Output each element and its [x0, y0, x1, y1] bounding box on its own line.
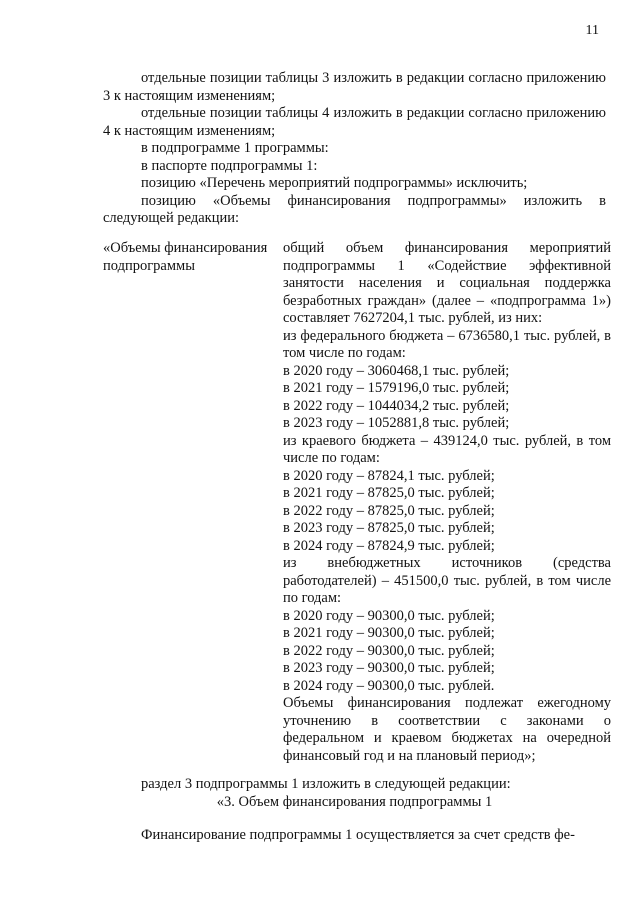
financing-line: в 2023 году – 90300,0 тыс. рублей;: [283, 660, 495, 676]
financing-line: из внебюджетных источников (средства работодателей) – 451500,0 тыс. рублей, в том числе по годам:: [283, 555, 611, 606]
intro-paragraph: в паспорте подпрограммы 1:: [141, 157, 318, 174]
intro-paragraph: позицию «Объемы финансирования подпрограммы» изложить в следующей редакции:: [103, 192, 606, 226]
financing-line: в 2022 году – 87825,0 тыс. рублей;: [283, 502, 495, 519]
financing-line: общий объем финансирования мероприятий подпрограммы 1 «Содействие эффективной занятости населения и социальная поддержка безработных граждан» (далее – «подпрограмма 1») составляет 7627204,1 тыс. рублей, из них:: [283, 240, 611, 326]
closing-paragraph: Финансирование подпрограммы 1 осуществляется за счет средств фе-: [141, 827, 575, 843]
financing-line: в 2023 году – 1052881,8 тыс. рублей;: [283, 415, 510, 431]
financing-table: [103, 240, 611, 765]
financing-line: в 2022 году – 1044034,2 тыс. рублей;: [283, 397, 510, 414]
financing-line: в 2023 году – 87825,0 тыс. рублей;: [283, 520, 495, 536]
financing-line: в 2020 году – 3060468,1 тыс. рублей;: [283, 362, 510, 379]
intro-paragraph: отдельные позиции таблицы 3 изложить в редакции согласно приложению 3 к настоящим изменениям;: [103, 70, 606, 104]
intro-paragraph: позицию «Перечень мероприятий подпрограммы» исключить;: [141, 175, 528, 191]
financing-line: в 2020 году – 87824,1 тыс. рублей;: [283, 467, 495, 484]
intro-section: [103, 70, 606, 228]
section-intro: [103, 776, 606, 811]
financing-line: в 2021 году – 1579196,0 тыс. рублей;: [283, 380, 510, 396]
section-intro-text: раздел 3 подпрограммы 1 изложить в следующей редакции:: [141, 776, 511, 792]
financing-line: в 2022 году – 90300,0 тыс. рублей;: [283, 642, 495, 659]
financing-line: в 2021 году – 90300,0 тыс. рублей;: [283, 625, 495, 641]
page-number: 11: [585, 23, 599, 38]
intro-paragraph: в подпрограмме 1 программы:: [141, 140, 329, 156]
financing-label: «Объемы финансирования подпрограммы: [103, 240, 268, 274]
financing-line: из краевого бюджета – 439124,0 тыс. рублей, в том числе по годам:: [283, 432, 611, 466]
intro-paragraph: отдельные позиции таблицы 4 изложить в редакции согласно приложению 4 к настоящим изменениям;: [103, 105, 606, 139]
financing-line: из федерального бюджета – 6736580,1 тыс. рублей, в том числе по годам:: [283, 327, 611, 361]
financing-details: [283, 240, 611, 765]
financing-line: в 2020 году – 90300,0 тыс. рублей;: [283, 607, 495, 624]
financing-line: Объемы финансирования подлежат ежегодному уточнению в соответствии с законами о федеральном и краевом бюджетах на очередной финансовый год и на плановый период»;: [283, 695, 611, 764]
section-title: «3. Объем финансирования подпрограммы 1: [216, 793, 493, 810]
financing-line: в 2024 году – 87824,9 тыс. рублей;: [283, 537, 495, 554]
financing-line: в 2021 году – 87825,0 тыс. рублей;: [283, 485, 495, 501]
financing-line: в 2024 году – 90300,0 тыс. рублей.: [283, 677, 495, 694]
